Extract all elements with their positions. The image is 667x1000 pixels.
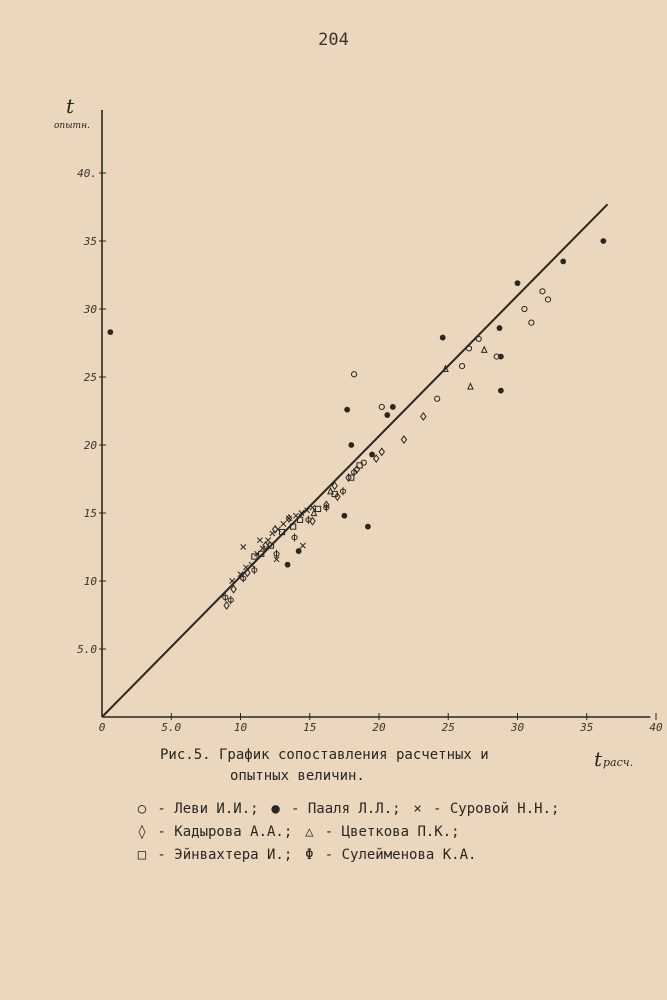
legend-row xyxy=(135,798,635,821)
data-point-surovoi xyxy=(300,543,305,548)
data-point-paalya xyxy=(515,280,521,286)
data-point-paalya xyxy=(369,452,375,458)
data-point-levi xyxy=(466,346,471,351)
y-tick-label: 30 xyxy=(83,303,97,316)
data-point-levi xyxy=(545,297,550,302)
data-point-suleimenova xyxy=(292,533,297,541)
data-point-surovoi xyxy=(257,538,262,543)
data-point-paalya xyxy=(600,238,606,244)
regression-line xyxy=(102,204,608,717)
legend-label: - Сулейменова К.А. xyxy=(316,847,477,863)
legend-symbol: △ xyxy=(305,824,314,840)
legend-item xyxy=(302,844,476,867)
data-point-paalya xyxy=(390,404,396,410)
chart-ticks xyxy=(77,167,663,734)
caption-line-2: опытных величин. xyxy=(230,768,365,784)
x-tick-label: 25 xyxy=(441,721,455,734)
data-point-levi xyxy=(351,372,356,377)
legend-item xyxy=(135,844,292,867)
data-point-levi xyxy=(379,404,384,409)
data-point-kadyrova xyxy=(379,448,384,455)
data-point-kadyrova xyxy=(421,413,426,420)
y-tick-label: 5.0 xyxy=(77,643,97,656)
chart-axes xyxy=(102,110,650,717)
data-point-paalya xyxy=(344,407,350,413)
y-tick-label: 10 xyxy=(83,575,97,588)
data-point-tsvetkova xyxy=(468,383,473,389)
legend-symbol: ◊ xyxy=(137,824,147,840)
data-point-surovoi xyxy=(266,538,271,543)
data-point-levi xyxy=(460,364,465,369)
y-tick-label: 25 xyxy=(83,371,97,384)
data-point-paalya xyxy=(341,513,347,519)
legend-label: - Эйнвахтера И.; xyxy=(149,847,293,863)
data-point-paalya xyxy=(440,335,446,341)
data-point-kadyrova xyxy=(224,602,229,609)
data-point-levi xyxy=(522,306,527,311)
data-point-levi xyxy=(540,289,545,294)
legend-symbol: □ xyxy=(137,847,147,863)
data-point-levi xyxy=(529,320,534,325)
data-point-paalya xyxy=(107,329,113,335)
data-point-surovoi xyxy=(241,544,246,549)
legend-label: - Суровой Н.Н.; xyxy=(424,801,560,817)
y-tick-label: 35 xyxy=(83,235,97,248)
data-point-kadyrova xyxy=(401,436,406,443)
data-point-tsvetkova xyxy=(482,347,487,353)
data-point-suleimenova xyxy=(340,487,345,495)
data-point-suleimenova xyxy=(306,516,311,524)
legend xyxy=(135,798,635,867)
data-point-suleimenova xyxy=(228,596,233,604)
data-point-paalya xyxy=(498,388,504,394)
y-tick-label: 15 xyxy=(83,507,97,520)
caption-line-1: Рис.5. График сопоставления расчетных и xyxy=(160,747,489,763)
legend-item xyxy=(269,798,401,821)
legend-label: - Пааля Л.Л.; xyxy=(282,801,401,817)
legend-item xyxy=(135,798,259,821)
legend-label: - Цветкова П.К.; xyxy=(316,824,460,840)
data-point-paalya xyxy=(498,354,504,360)
x-tick-label: 30 xyxy=(510,721,525,734)
data-point-einvakhter xyxy=(315,506,320,511)
legend-symbol: ○ xyxy=(137,801,147,817)
x-axis-label: t xyxy=(594,747,603,771)
x-tick-label: 15 xyxy=(303,721,317,734)
chart-points xyxy=(107,238,606,609)
page-number: 204 xyxy=(318,30,349,50)
x-tick-label: 10 xyxy=(233,721,248,734)
data-point-paalya xyxy=(560,259,566,265)
y-tick-label: 20 xyxy=(83,439,97,452)
legend-row xyxy=(135,821,635,844)
data-point-paalya xyxy=(497,325,503,331)
data-point-paalya xyxy=(384,412,390,418)
data-point-paalya xyxy=(348,442,354,448)
data-point-suleimenova xyxy=(274,550,279,558)
y-tick-label: 40. xyxy=(77,167,97,180)
data-point-surovoi xyxy=(230,578,235,583)
legend-item xyxy=(411,798,560,821)
data-point-levi xyxy=(476,336,481,341)
data-point-surovoi xyxy=(310,505,315,510)
legend-label: - Кадырова А.А.; xyxy=(149,824,293,840)
data-point-paalya xyxy=(285,562,291,568)
x-tick-label: 0 xyxy=(98,721,106,734)
legend-item xyxy=(135,821,292,844)
legend-symbol: × xyxy=(413,801,422,817)
legend-symbol: Φ xyxy=(305,847,314,863)
y-axis-subscript: опытн. xyxy=(54,121,90,131)
legend-symbol: ● xyxy=(271,801,280,817)
x-tick-label: 5.0 xyxy=(161,721,182,734)
y-axis-label: t xyxy=(66,94,75,118)
x-tick-label: 40 xyxy=(649,721,663,734)
data-point-paalya xyxy=(296,548,302,554)
legend-row xyxy=(135,844,635,867)
data-point-paalya xyxy=(365,524,371,530)
data-point-surovoi xyxy=(281,521,286,526)
data-point-suleimenova xyxy=(252,566,257,574)
data-point-levi xyxy=(435,396,440,401)
legend-item xyxy=(302,821,459,844)
x-axis-subscript: расч. xyxy=(603,756,634,769)
figure-caption xyxy=(160,745,580,787)
x-tick-label: 35 xyxy=(580,721,594,734)
data-point-suleimenova xyxy=(324,503,329,511)
chart-axis-labels xyxy=(54,94,633,771)
legend-label: - Леви И.И.; xyxy=(149,801,259,817)
x-tick-label: 20 xyxy=(372,721,386,734)
chart-fit-line xyxy=(102,204,608,717)
